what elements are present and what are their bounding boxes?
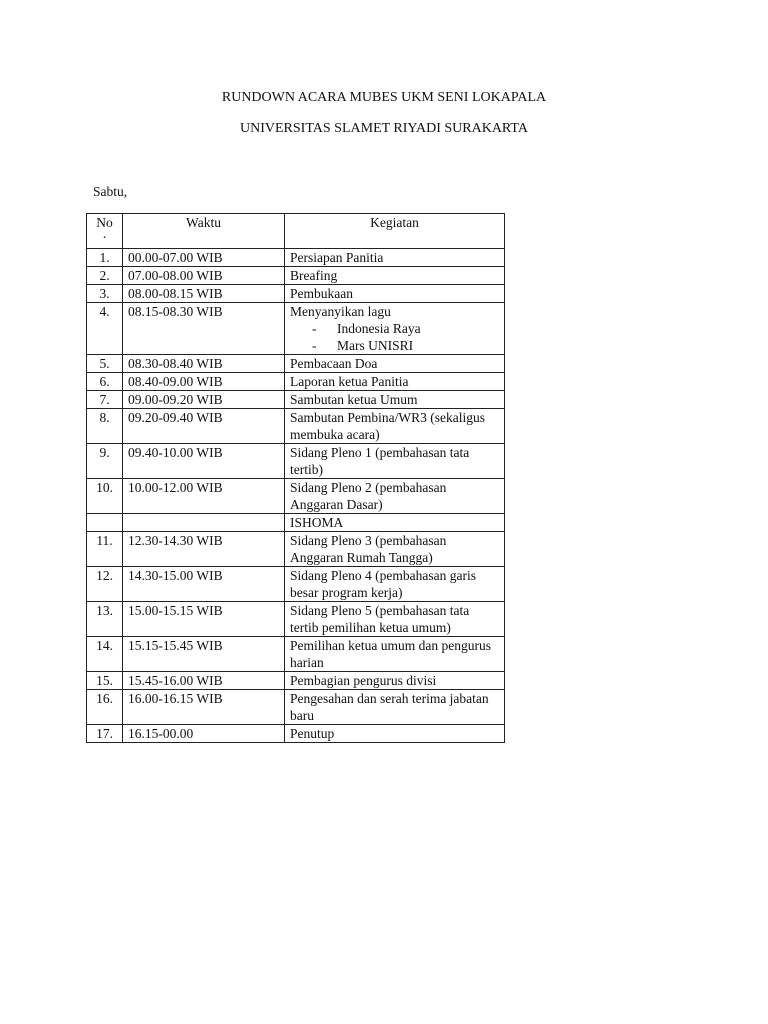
row-activity [285,373,505,391]
row-activity-text: Sidang Pleno 3 (pembahasan Anggaran Rumah Tangga) [290,533,447,565]
row-time: 08.40-09.00 WIB [123,373,285,391]
row-time: 12.30-14.30 WIB [123,532,285,567]
rundown-table [86,213,505,743]
row-activity-text: Breafing [290,268,338,283]
row-time: 08.30-08.40 WIB [123,355,285,373]
row-number: 4. [87,303,123,355]
row-number [87,514,123,532]
row-activity [285,514,505,532]
row-activity [285,444,505,479]
table-row [87,725,505,743]
row-time: 15.15-15.45 WIB [123,637,285,672]
row-number: 3. [87,285,123,303]
header-no [87,214,123,249]
table-header-row [87,214,505,249]
row-activity-text: Penutup [290,726,335,741]
row-activity [285,690,505,725]
row-number: 12. [87,567,123,602]
row-number: 7. [87,391,123,409]
row-number: 17. [87,725,123,743]
table-row [87,285,505,303]
table-row [87,444,505,479]
row-activity [285,391,505,409]
row-number: 13. [87,602,123,637]
table-row [87,690,505,725]
row-time: 16.15-00.00 [123,725,285,743]
row-number: 9. [87,444,123,479]
row-number: 6. [87,373,123,391]
row-activity [285,355,505,373]
row-activity-text: Sambutan Pembina/WR3 (sekaligus membuka acara) [290,410,485,442]
row-activity-text: Sambutan ketua Umum [290,392,418,407]
row-time [123,514,285,532]
row-activity-text: Sidang Pleno 1 (pembahasan tata tertib) [290,445,470,477]
document-subtitle: UNIVERSITAS SLAMET RIYADI SURAKARTA [240,121,528,136]
header-time: Waktu [123,214,285,249]
table-row [87,672,505,690]
row-time: 16.00-16.15 WIB [123,690,285,725]
row-time: 09.00-09.20 WIB [123,391,285,409]
table-row [87,303,505,355]
table-row [87,391,505,409]
row-activity [285,532,505,567]
table-row [87,637,505,672]
row-number: 11. [87,532,123,567]
row-activity [285,267,505,285]
activity-subitem [290,337,499,354]
row-activity-text: Sidang Pleno 4 (pembahasan garis besar program kerja) [290,568,476,600]
row-number: 2. [87,267,123,285]
table-row [87,602,505,637]
subitem-dash: - [312,338,317,353]
row-activity-text: Pemilihan ketua umum dan pengurus harian [290,638,491,670]
row-activity [285,637,505,672]
table-row [87,532,505,567]
table-row [87,409,505,444]
header-activity: Kegiatan [285,214,505,249]
row-activity-text: Menyanyikan lagu [290,304,391,319]
table-row [87,479,505,514]
row-time: 14.30-15.00 WIB [123,567,285,602]
row-time: 10.00-12.00 WIB [123,479,285,514]
row-number: 10. [87,479,123,514]
row-activity-text: Pembukaan [290,286,353,301]
day-label: Sabtu, [93,184,128,199]
row-activity-text: Pembagian pengurus divisi [290,673,437,688]
row-time: 08.15-08.30 WIB [123,303,285,355]
row-time: 08.00-08.15 WIB [123,285,285,303]
row-activity-text: Sidang Pleno 2 (pembahasan Anggaran Dasar) [290,480,447,512]
row-activity [285,567,505,602]
table-row [87,567,505,602]
row-activity [285,672,505,690]
table-row [87,514,505,532]
row-time: 00.00-07.00 WIB [123,249,285,267]
row-activity-text: Sidang Pleno 5 (pembahasan tata tertib pemilihan ketua umum) [290,603,470,635]
subitem-text: Mars UNISRI [337,338,414,353]
table-row [87,267,505,285]
row-time: 09.40-10.00 WIB [123,444,285,479]
row-time: 15.00-15.15 WIB [123,602,285,637]
row-time: 07.00-08.00 WIB [123,267,285,285]
row-activity-text: Pembacaan Doa [290,356,378,371]
subitem-text: Indonesia Raya [337,321,421,336]
row-activity [285,725,505,743]
row-activity-text: Persiapan Panitia [290,250,384,265]
row-activity [285,303,505,355]
table-row [87,373,505,391]
table-row [87,355,505,373]
row-time: 09.20-09.40 WIB [123,409,285,444]
header-no-dot: . [102,226,107,241]
header-no-label: No [96,215,113,230]
activity-subitem [290,320,499,337]
row-number: 8. [87,409,123,444]
row-number: 14. [87,637,123,672]
row-number: 16. [87,690,123,725]
row-activity-text: ISHOMA [290,515,344,530]
row-activity [285,602,505,637]
row-activity-text: Pengesahan dan serah terima jabatan baru [290,691,489,723]
row-number: 1. [87,249,123,267]
row-number: 5. [87,355,123,373]
row-activity [285,479,505,514]
document-title: RUNDOWN ACARA MUBES UKM SENI LOKAPALA [221,90,547,105]
row-activity [285,409,505,444]
row-activity-text: Laporan ketua Panitia [290,374,409,389]
row-time: 15.45-16.00 WIB [123,672,285,690]
table-row [87,249,505,267]
row-number: 15. [87,672,123,690]
row-activity [285,285,505,303]
subitem-dash: - [312,321,317,336]
row-activity [285,249,505,267]
